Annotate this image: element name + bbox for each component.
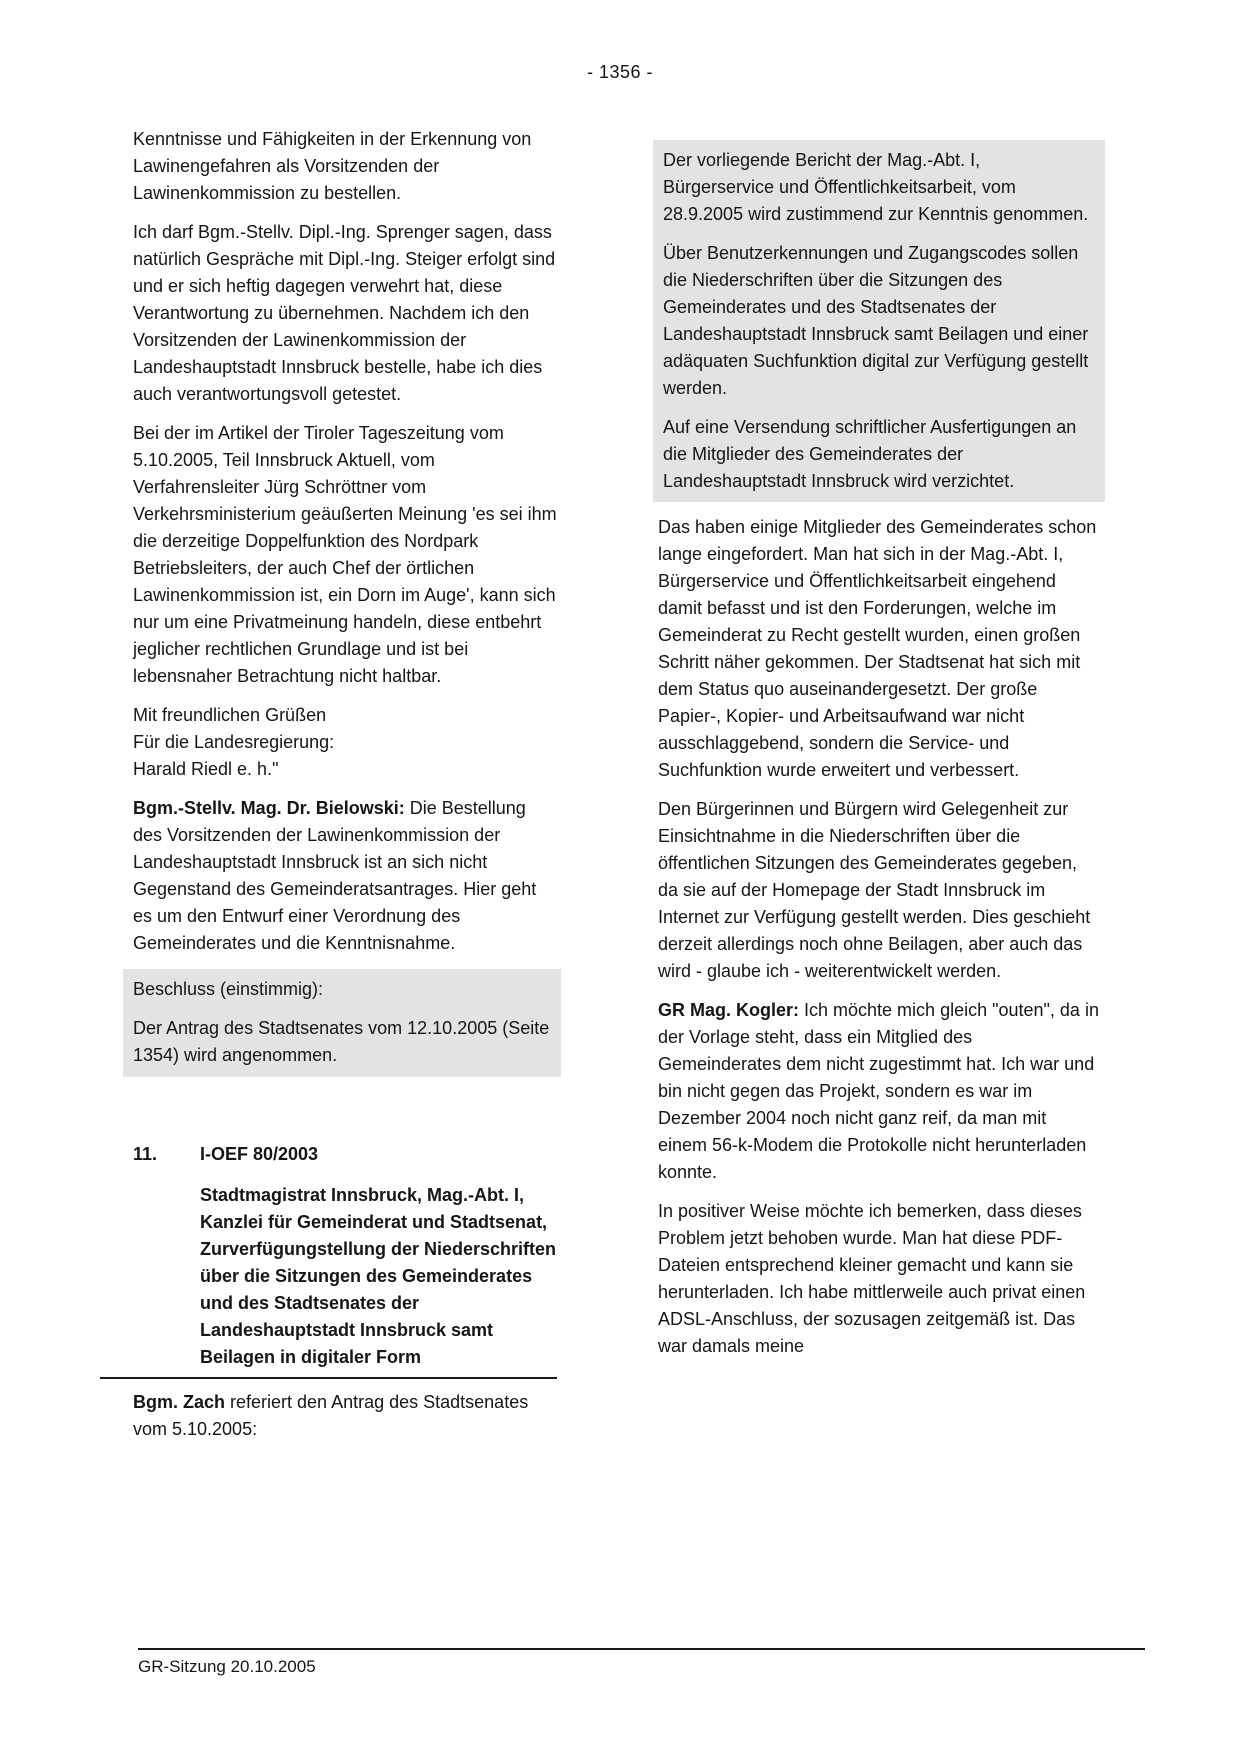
paragraph-sprenger: Ich darf Bgm.-Stellv. Dipl.-Ing. Sprenger sagen, dass natürlich Gespräche mit Dipl.-Ing. Steiger erfolgt sind und er sich heftig dagegen verwehrt hat, diese Verantwortung zu übernehmen. Nachdem ich den Vorsitzenden der Lawinenkommission der Landeshauptstadt Innsbruck bestelle, habe ich dies auch verantwortungsvoll getestet. (133, 222, 556, 404)
agenda-header (133, 1141, 557, 1168)
decision-block (123, 969, 561, 1077)
decision-body: Der Antrag des Stadtsenates vom 12.10.2005 (Seite 1354) wird angenommen. (133, 1018, 550, 1065)
speech-text: Die Bestellung des Vorsitzenden der Lawinenkommission der Landeshauptstadt Innsbruck ist an sich nicht Gegenstand des Gemeinderatsantrages. Hier geht es um den Entwurf einer Verordnung des Gemeinderates und die Kenntnisnahme. (133, 798, 537, 953)
footer-rule (138, 1648, 1145, 1650)
closing-line: Mit freundlichen Grüßen (133, 705, 327, 725)
closing-line: Harald Riedl e. h." (133, 759, 279, 779)
paragraph-kogler-followup: In positiver Weise möchte ich bemerken, dass dieses Problem jetzt behoben wurde. Man hat diese PDF-Dateien entsprechend kleiner gemacht und kann sie herunterladen. Ich habe mittlerweile auch privat einen ADSL-Anschluss, der sozusagen zeitgemäß ist. Das war damals meine (658, 1201, 1086, 1356)
speaker-name-zach: Bgm. Zach (133, 1392, 226, 1412)
speaker-name-bielowski: Bgm.-Stellv. Mag. Dr. Bielowski: (133, 798, 405, 818)
closing-line: Für die Landesregierung: (133, 732, 335, 752)
page-footer (138, 1648, 1145, 1679)
agenda-title: Stadtmagistrat Innsbruck, Mag.-Abt. I, Kanzlei für Gemeinderat und Stadtsenat, Zurverfügungstellung der Niederschriften über die Sitzungen des Gemeinderates und des Stadtsenates der Landeshauptstadt Innsbruck samt Beilagen in digitaler Form (200, 1185, 557, 1367)
paragraph-eingefordert: Das haben einige Mitglieder des Gemeinderates schon lange eingefordert. Man hat sich in der Mag.-Abt. I, Bürgerservice und Öffentlichkeitsarbeit eingehend damit befasst und ist den Forderungen, welche im Gemeinderat zu Recht gestellt wurden, einen großen Schritt näher gekommen. Der Stadtsenat hat sich mit dem Status quo auseinandergesetzt. Der große Papier-, Kopier- und Arbeitsaufwand war nicht ausschlaggebend, sondern die Service- und Suchfunktion wurde erweitert und verbessert. (658, 517, 1097, 780)
resolution-paragraph: Über Benutzerkennungen und Zugangscodes sollen die Niederschriften über die Sitzungen des Gemeinderates und des Stadtsenates der Landeshauptstadt Innsbruck samt Beilagen und einer adäquaten Suchfunktion digital zur Verfügung gestellt werden. (663, 243, 1089, 398)
paragraph-tageszeitung: Bei der im Artikel der Tiroler Tageszeitung vom 5.10.2005, Teil Innsbruck Aktuell, vom Verfahrensleiter Jürg Schröttner vom Verkehrsministerium geäußerten Meinung 'es sei ihm die derzeitige Doppelfunktion des Nordpark Betriebsleiters, der auch Chef der örtlichen Lawinenkommission ist, ein Dorn im Auge', kann sich nur um eine Privatmeinung handeln, diese entbehrt jeglicher rechtlichen Grundlage und ist bei lebensnaher Betrachtung nicht haltbar. (133, 423, 557, 686)
speaker-name-kogler: GR Mag. Kogler: (658, 1000, 800, 1020)
decision-title: Beschluss (einstimmig): (133, 979, 324, 999)
speech-zach (133, 1389, 557, 1443)
letter-closing (133, 702, 557, 783)
paragraph-einsichtnahme: Den Bürgerinnen und Bürgern wird Gelegenheit zur Einsichtnahme in die Niederschriften über die öffentlichen Sitzungen des Gemeinderates gegeben, da sie auf der Homepage der Stadt Innsbruck im Internet zur Verfügung gestellt werden. Dies geschieht derzeit allerdings noch ohne Beilagen, aber auch das wird - glaube ich - weiterentwickelt werden. (658, 799, 1091, 981)
speech-kogler (653, 997, 1105, 1186)
speech-text: referiert den Antrag des Stadtsenates vom 5.10.2005: (133, 1392, 529, 1439)
agenda-reference: I-OEF 80/2003 (200, 1144, 319, 1164)
agenda-number: 11. (133, 1144, 158, 1164)
left-column (133, 126, 557, 1455)
paragraph-lawinen-bestellung: Kenntnisse und Fähigkeiten in der Erkennung von Lawinengefahren als Vorsitzenden der Lawinenkommission zu bestellen. (133, 129, 532, 203)
resolution-paragraph: Auf eine Versendung schriftlicher Ausfertigungen an die Mitglieder des Gemeinderates der Landeshauptstadt Innsbruck wird verzichtet. (663, 417, 1077, 491)
resolution-paragraph: Der vorliegende Bericht der Mag.-Abt. I, Bürgerservice und Öffentlichkeitsarbeit, vom 28.9.2005 wird zustimmend zur Kenntnis genommen. (663, 150, 1089, 224)
resolution-block (653, 140, 1105, 502)
speech-bielowski (133, 795, 557, 957)
page-number: - 1356 - (586, 62, 654, 82)
agenda-underline-rule (100, 1377, 557, 1379)
right-column (653, 140, 1105, 1372)
footer-text: GR-Sitzung 20.10.2005 (138, 1657, 316, 1676)
agenda-item-11 (133, 1141, 557, 1379)
speech-text: Ich möchte mich gleich "outen", da in der Vorlage steht, dass ein Mitglied des Gemeinderates dem nicht zugestimmt hat. Ich war und bin nicht gegen das Projekt, sondern es war im Dezember 2004 noch nicht ganz reif, da man mit einem 56-k-Modem die Protokolle nicht herunterladen konnte. (658, 1000, 1099, 1182)
